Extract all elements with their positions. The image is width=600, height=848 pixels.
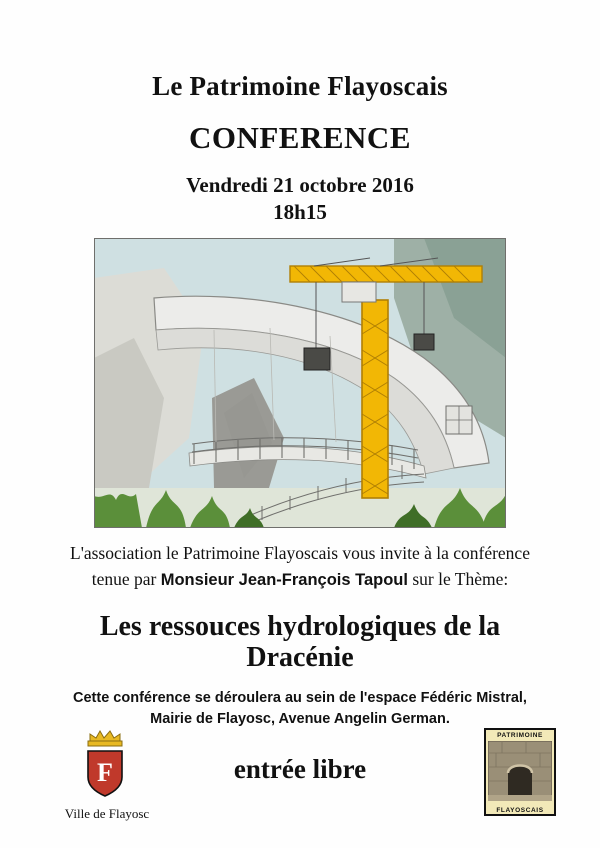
crown-icon — [88, 731, 122, 746]
poster-footer — [0, 720, 600, 830]
invitation-text — [0, 540, 600, 593]
speaker-name: Monsieur Jean-François Tapoul — [160, 571, 408, 590]
invitation-line-2 — [18, 566, 582, 593]
stone-arch-photo-icon — [488, 741, 552, 801]
venue-line-1: Cette conférence se déroulera au sein de l'espace Fédéric Mistral, — [73, 689, 527, 706]
invitation-line-1: L'association le Patrimoine Flayoscais vous invite à la conférence — [70, 542, 530, 563]
patrimoine-logo-top-text: PATRIMOINE — [497, 732, 543, 739]
ville-de-flayosc-logo — [52, 725, 162, 822]
patrimoine-logo-bottom-text: FLAYOSCAIS — [496, 807, 544, 815]
organization-name: Le Patrimoine Flayoscais — [152, 71, 448, 101]
dam-illustration — [94, 238, 506, 528]
theme-line-1: Les ressouces hydrologiques de la — [99, 610, 501, 642]
coat-of-arms-icon — [76, 725, 138, 799]
poster-header — [0, 0, 600, 225]
dam-with-crane-drawing — [94, 238, 506, 528]
event-type-title: CONFERENCE — [188, 120, 411, 156]
invitation-line-2-suffix: sur le Thème: — [407, 569, 509, 590]
svg-text:F: F — [97, 758, 113, 787]
patrimoine-flayoscais-logo — [484, 728, 556, 816]
venue-line-2: Mairie de Flayosc, Avenue Angelin German. — [150, 710, 450, 727]
theme-line-2: Dracénie — [246, 642, 354, 674]
conference-theme — [0, 611, 600, 674]
event-time: 18h15 — [273, 199, 327, 224]
admission-notice: entrée libre — [233, 753, 367, 784]
ville-de-flayosc-caption: Ville de Flayosc — [64, 806, 150, 821]
event-date: Vendredi 21 octobre 2016 — [186, 173, 414, 198]
invitation-line-2-prefix: tenue par — [91, 569, 161, 590]
